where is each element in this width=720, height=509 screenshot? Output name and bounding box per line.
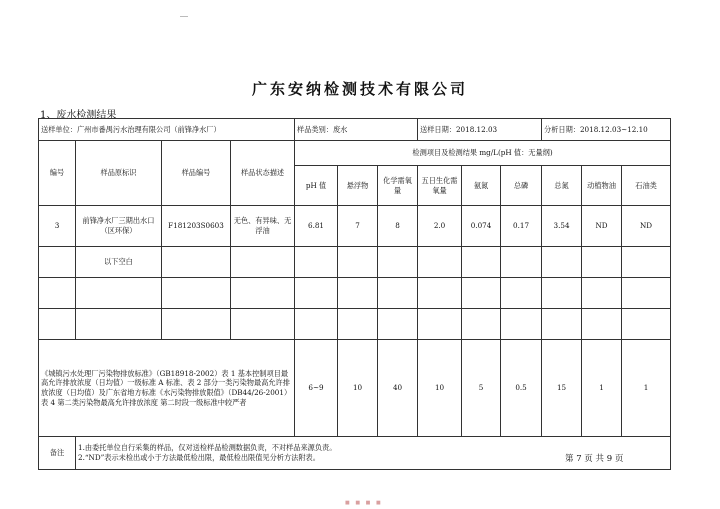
header-row-1: [39, 141, 671, 166]
col-header-source: 样品原标识: [76, 141, 162, 206]
col-header-sample-no: 样品编号: [162, 141, 231, 206]
standard-text: 《城镇污水处理厂污染物排放标准》（GB18918-2002）表 1 基本控制项目最高允许排放浓度（日均值）一级标准 A 标准、表 2 部分一类污染物最高允许排放浓度（日均值）及广东省地方标准《水污染物排放限值》（DB44/26-2001）表 4 第二类污染物最高允许排放浓度 第二时段一级标准中较严者: [39, 340, 295, 437]
standard-value: 0.5: [501, 340, 542, 437]
result-value: ND: [622, 206, 671, 247]
param-header: 五日生化需氧量: [418, 166, 462, 206]
standard-value: 15: [542, 340, 582, 437]
standard-value: 10: [418, 340, 462, 437]
client-cell: 送样单位：广州市番禺污水治理有限公司（前锋净水厂）: [39, 119, 295, 141]
scan-mark: [180, 16, 188, 17]
param-header: 氨氮: [462, 166, 501, 206]
result-value: 0.17: [501, 206, 542, 247]
param-header: 石油类: [622, 166, 671, 206]
send-date-cell: 送样日期：2018.12.03: [418, 119, 542, 141]
result-value: 3.54: [542, 206, 582, 247]
col-header-no: 编号: [39, 141, 76, 206]
standard-value: 1: [622, 340, 671, 437]
standard-value: 6~9: [295, 340, 338, 437]
param-header: 总磷: [501, 166, 542, 206]
result-value: 8: [378, 206, 418, 247]
row-desc: 无色、有异味、无浮油: [231, 206, 295, 247]
row-source: 前锋净水厂三期出水口（区环保）: [76, 206, 162, 247]
result-value: ND: [582, 206, 622, 247]
row-sample-no: F181203S0603: [162, 206, 231, 247]
page-number: 第 7 页 共 9 页: [565, 454, 624, 464]
blank-row: [39, 278, 671, 309]
param-header: 总氮: [542, 166, 582, 206]
param-header: 动植物油: [582, 166, 622, 206]
result-value: 6.81: [295, 206, 338, 247]
result-value: 0.074: [462, 206, 501, 247]
analysis-date-cell: 分析日期：2018.12.03~12.10: [542, 119, 671, 141]
result-group-header: 检测项目及检测结果 mg/L(pH 值：无量纲): [295, 141, 671, 166]
blank-row: [39, 309, 671, 340]
result-value: 2.0: [418, 206, 462, 247]
standard-value: 5: [462, 340, 501, 437]
standard-value: 40: [378, 340, 418, 437]
seal-edge: ■ ■ ■ ■: [345, 500, 383, 506]
remark-line: 2.“ND”表示未检出或小于方法最低检出限，最低检出限值见分析方法附表。: [78, 453, 320, 462]
row-no: 3: [39, 206, 76, 247]
blank-row: [39, 247, 671, 278]
standard-row: [39, 340, 671, 437]
standard-value: 1: [582, 340, 622, 437]
param-header: pH 值: [295, 166, 338, 206]
blank-marker: 以下空白: [76, 247, 162, 278]
page-title: 广东安纳检测技术有限公司: [251, 80, 468, 98]
sample-type-cell: 样品类别：废水: [295, 119, 418, 141]
standard-value: 10: [338, 340, 378, 437]
param-header: 悬浮物: [338, 166, 378, 206]
col-header-desc: 样品状态描述: [231, 141, 295, 206]
info-row: [39, 119, 671, 141]
result-value: 7: [338, 206, 378, 247]
remark-label: 备注: [39, 437, 76, 470]
section-title: 1、废水检测结果: [40, 110, 117, 121]
results-table: [38, 118, 671, 470]
table-row: [39, 206, 671, 247]
remark-line: 1.由委托单位自行采集的样品，仅对送检样品检测数据负责，不对样品来源负责。: [78, 443, 337, 453]
param-header: 化学需氧量: [378, 166, 418, 206]
